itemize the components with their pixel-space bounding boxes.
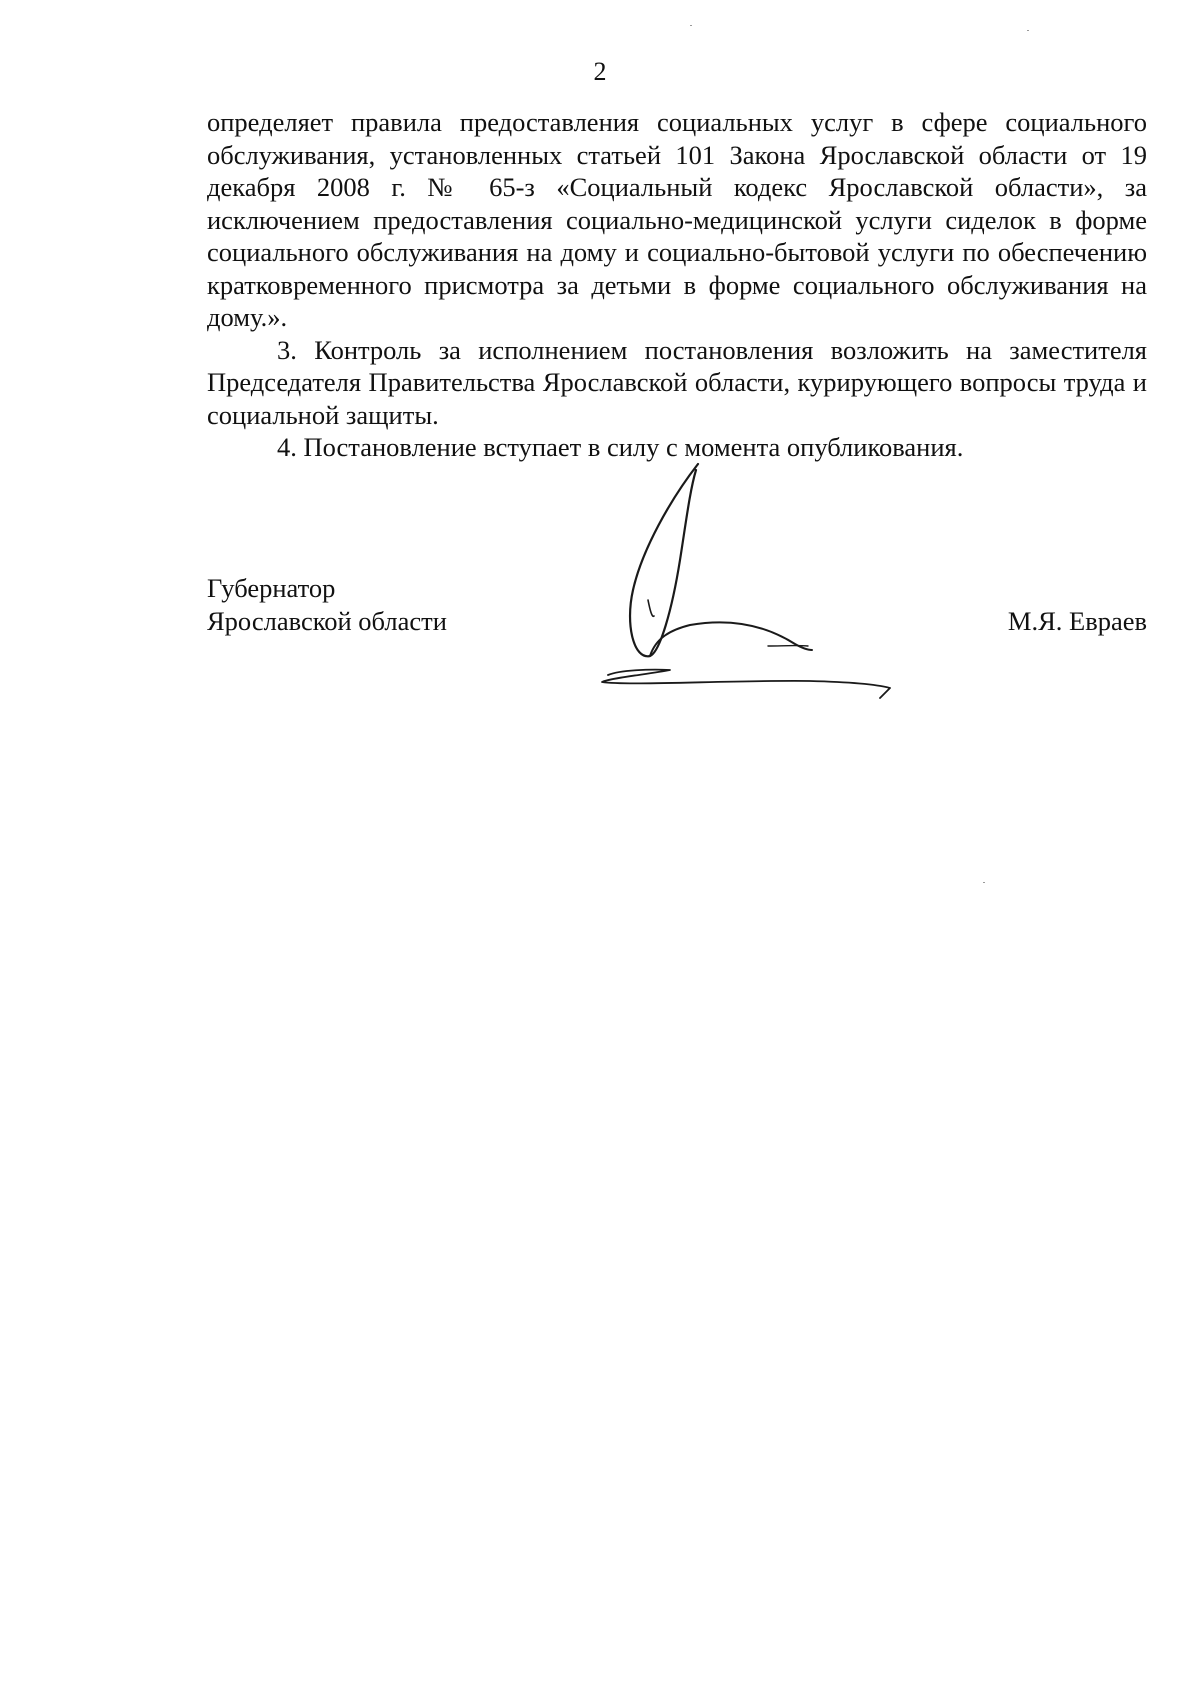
signatory-name: М.Я. Евраев [1007,606,1147,636]
paragraph-4-effect: 4. Постановление вступает в силу с момента опубликования. [277,432,964,462]
paragraph-continuation: определяет правила предоставления социальных услуг в сфере социального обслуживания, установленных статьей 101 Закона Ярославской области от 19 декабря 2008 г. № 65-з «Социальный кодекс Ярославской области», за исключением предоставления социально-медицинской услуги сиделок в форме социального обслуживания на дому и социально-бытовой услуги по обеспечению кратковременного присмотра за детьми в форме социального обслуживания на дому.». [207,107,1147,332]
signature-stroke-loop [630,464,698,656]
page-number: 2 [593,57,607,86]
paragraph-3-control: 3. Контроль за исполнением постановления возложить на заместителя Председателя Правительства Ярославской области, курирующего вопросы труда и социальной защиты. [207,334,1147,430]
signatory-title: Губернатор [207,573,336,603]
signatory-region: Ярославской области [207,606,447,636]
signatory-position [207,572,447,638]
signature-stroke-sweep [650,622,812,656]
signature-stroke-hook [648,600,654,616]
document-body [207,106,1147,464]
signature-stroke-underline [602,670,890,698]
scan-speck [983,882,985,883]
scan-speck [1027,30,1029,31]
handwritten-signature [590,460,980,710]
scan-speck [690,25,692,26]
